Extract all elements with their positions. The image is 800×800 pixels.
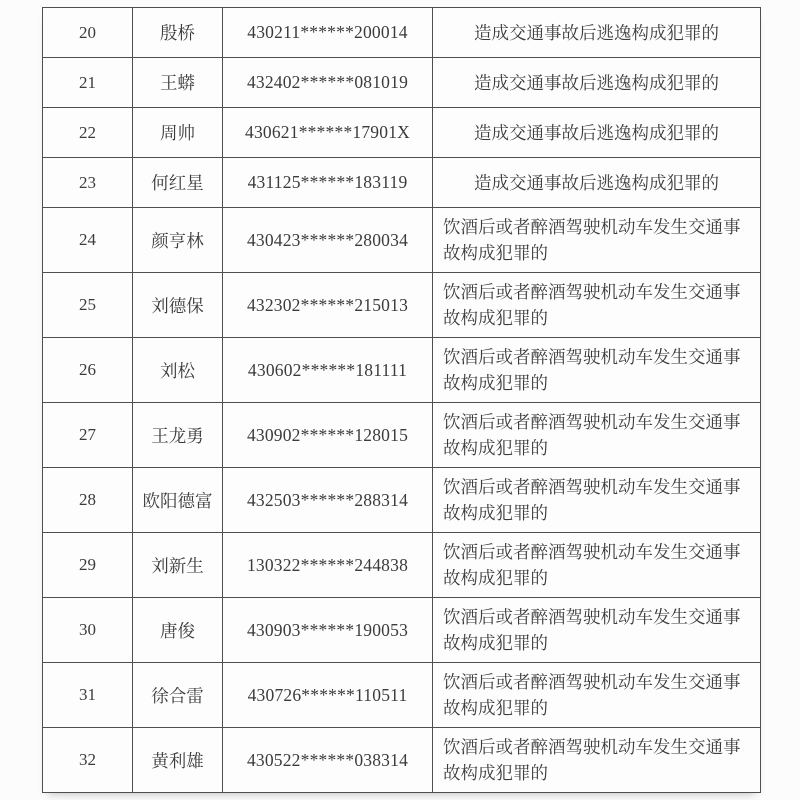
id-number-cell: 430602******181111 xyxy=(223,338,433,403)
row-number-cell: 31 xyxy=(43,663,133,728)
reason-cell: 饮酒后或者醉酒驾驶机动车发生交通事故构成犯罪的 xyxy=(433,663,761,728)
name-cell: 欧阳德富 xyxy=(133,468,223,533)
row-number-cell: 30 xyxy=(43,598,133,663)
name-cell: 何红星 xyxy=(133,158,223,208)
id-number-cell: 430902******128015 xyxy=(223,403,433,468)
violations-table xyxy=(42,7,761,793)
id-number-cell: 431125******183119 xyxy=(223,158,433,208)
name-cell: 王蟒 xyxy=(133,58,223,108)
row-number-cell: 32 xyxy=(43,728,133,793)
table-row xyxy=(43,663,761,728)
row-number-cell: 23 xyxy=(43,158,133,208)
reason-cell: 造成交通事故后逃逸构成犯罪的 xyxy=(433,8,761,58)
table-row xyxy=(43,598,761,663)
id-number-cell: 430621******17901X xyxy=(223,108,433,158)
reason-cell: 造成交通事故后逃逸构成犯罪的 xyxy=(433,158,761,208)
id-number-cell: 130322******244838 xyxy=(223,533,433,598)
row-number-cell: 27 xyxy=(43,403,133,468)
table-row xyxy=(43,403,761,468)
reason-cell: 饮酒后或者醉酒驾驶机动车发生交通事故构成犯罪的 xyxy=(433,598,761,663)
reason-cell: 饮酒后或者醉酒驾驶机动车发生交通事故构成犯罪的 xyxy=(433,208,761,273)
row-number-cell: 28 xyxy=(43,468,133,533)
reason-cell: 造成交通事故后逃逸构成犯罪的 xyxy=(433,58,761,108)
row-number-cell: 22 xyxy=(43,108,133,158)
reason-cell: 饮酒后或者醉酒驾驶机动车发生交通事故构成犯罪的 xyxy=(433,728,761,793)
id-number-cell: 430726******110511 xyxy=(223,663,433,728)
id-number-cell: 432402******081019 xyxy=(223,58,433,108)
table-row xyxy=(43,273,761,338)
reason-cell: 饮酒后或者醉酒驾驶机动车发生交通事故构成犯罪的 xyxy=(433,403,761,468)
table-row xyxy=(43,533,761,598)
name-cell: 黄利雄 xyxy=(133,728,223,793)
name-cell: 刘新生 xyxy=(133,533,223,598)
id-number-cell: 432503******288314 xyxy=(223,468,433,533)
name-cell: 王龙勇 xyxy=(133,403,223,468)
table-row xyxy=(43,108,761,158)
row-number-cell: 29 xyxy=(43,533,133,598)
name-cell: 殷桥 xyxy=(133,8,223,58)
table-row xyxy=(43,158,761,208)
table-row xyxy=(43,468,761,533)
row-number-cell: 21 xyxy=(43,58,133,108)
row-number-cell: 20 xyxy=(43,8,133,58)
name-cell: 徐合雷 xyxy=(133,663,223,728)
id-number-cell: 432302******215013 xyxy=(223,273,433,338)
row-number-cell: 26 xyxy=(43,338,133,403)
reason-cell: 饮酒后或者醉酒驾驶机动车发生交通事故构成犯罪的 xyxy=(433,533,761,598)
id-number-cell: 430423******280034 xyxy=(223,208,433,273)
reason-cell: 饮酒后或者醉酒驾驶机动车发生交通事故构成犯罪的 xyxy=(433,338,761,403)
name-cell: 颜亨林 xyxy=(133,208,223,273)
reason-cell: 饮酒后或者醉酒驾驶机动车发生交通事故构成犯罪的 xyxy=(433,468,761,533)
table-row xyxy=(43,8,761,58)
name-cell: 刘德保 xyxy=(133,273,223,338)
table-row xyxy=(43,58,761,108)
id-number-cell: 430211******200014 xyxy=(223,8,433,58)
id-number-cell: 430903******190053 xyxy=(223,598,433,663)
name-cell: 刘松 xyxy=(133,338,223,403)
reason-cell: 造成交通事故后逃逸构成犯罪的 xyxy=(433,108,761,158)
row-number-cell: 25 xyxy=(43,273,133,338)
reason-cell: 饮酒后或者醉酒驾驶机动车发生交通事故构成犯罪的 xyxy=(433,273,761,338)
id-number-cell: 430522******038314 xyxy=(223,728,433,793)
table-row xyxy=(43,338,761,403)
name-cell: 唐俊 xyxy=(133,598,223,663)
table-row xyxy=(43,728,761,793)
row-number-cell: 24 xyxy=(43,208,133,273)
name-cell: 周帅 xyxy=(133,108,223,158)
table-row xyxy=(43,208,761,273)
